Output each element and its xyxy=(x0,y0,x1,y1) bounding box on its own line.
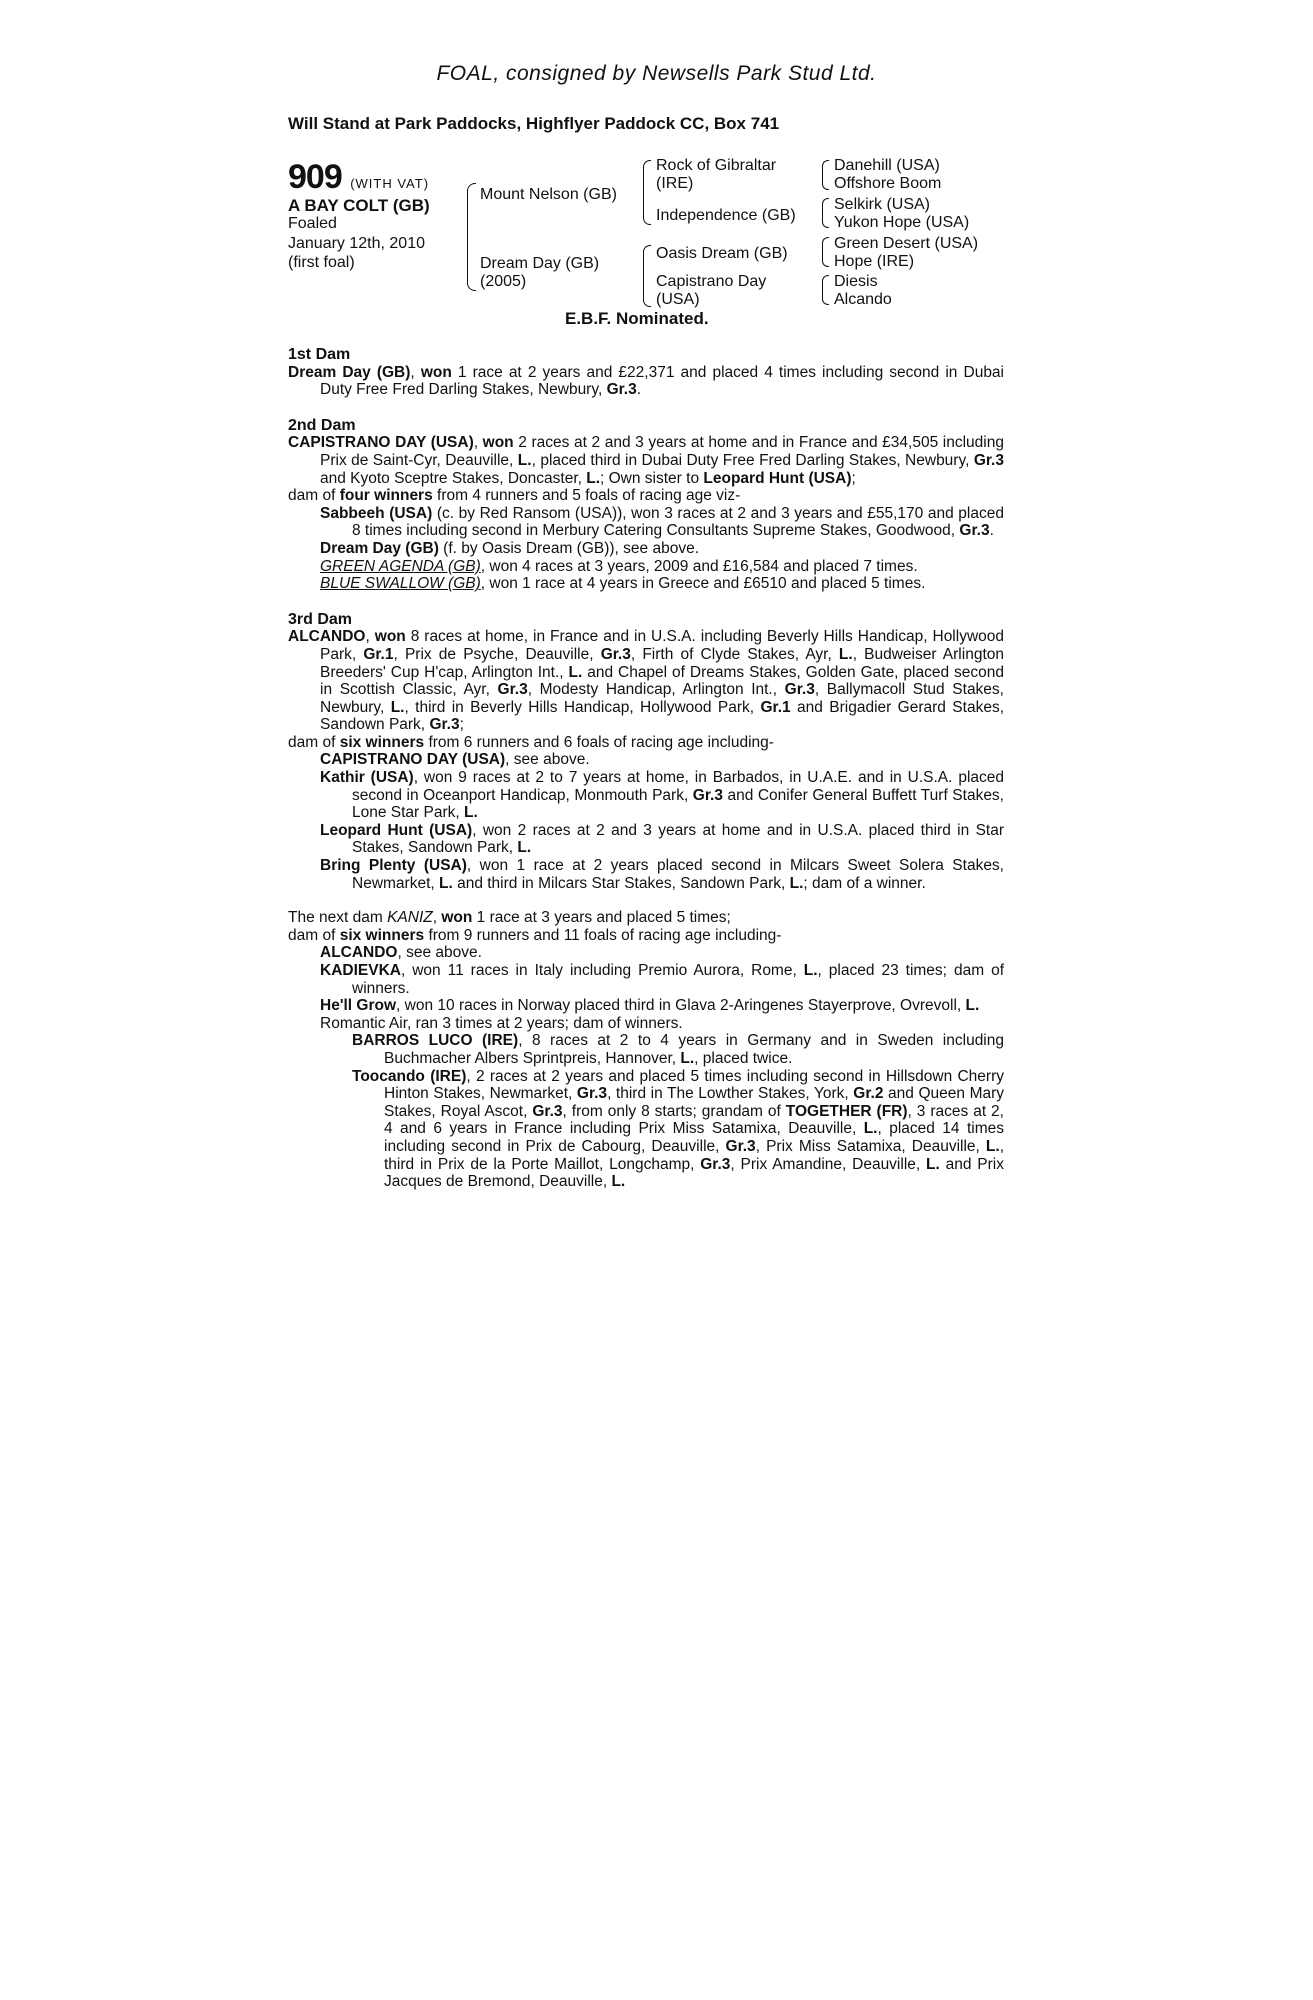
first-foal-note: (first foal) xyxy=(288,254,355,271)
second-dam-heading: 2nd Dam xyxy=(288,416,356,434)
ds-sire: Green Desert (USA) xyxy=(834,235,979,252)
dam-line-1: Dream Day (GB) xyxy=(480,255,600,272)
dd-dam: Alcando xyxy=(834,291,892,308)
race-text: , see above. xyxy=(505,751,590,769)
horse-name: GREEN AGENDA (GB) xyxy=(320,557,481,575)
won-label: won xyxy=(420,363,452,381)
race-text: (f. by Oasis Dream (GB)), see above. xyxy=(438,539,700,557)
horse-name: BARROS LUCO (IRE) xyxy=(352,1032,519,1050)
grade-label: Gr.3 xyxy=(497,681,528,699)
produce-record xyxy=(288,346,1004,1191)
grade-label: L. xyxy=(390,698,405,716)
section-gap xyxy=(288,892,1004,909)
progeny-entry xyxy=(288,769,1004,822)
race-text: , Prix de Psyche, Deauville, xyxy=(393,645,601,663)
race-text: from 9 runners and 11 foals of racing age including- xyxy=(424,926,782,944)
race-text: ; dam of a winner. xyxy=(803,874,926,892)
horse-name: ALCANDO xyxy=(320,944,398,962)
race-text: , Budweiser Arlington Breeders' Cup H'cap, Arlington Int., xyxy=(320,645,1004,681)
race-text: , won 11 races in Italy including Premio Aurora, Rome, xyxy=(400,962,804,979)
dd-sire: Diesis xyxy=(834,273,878,290)
winners-count: six winners xyxy=(339,926,425,944)
horse-name: BLUE SWALLOW (GB) xyxy=(320,575,481,593)
pedigree-brace xyxy=(643,160,651,225)
race-text: and Queen Mary Stakes, Royal Ascot, xyxy=(384,1085,1005,1120)
race-text: , Prix Miss Satamixa, Deauville, xyxy=(755,1137,986,1155)
race-text: , placed 14 times including second in Prix de Cabourg, Deauville, xyxy=(384,1120,1004,1155)
race-text: , won 10 races in Norway placed third in Glava 2-Aringenes Stayerprove, Ovrevoll, xyxy=(396,997,966,1015)
race-text: , third in Beverly Hills Handicap, Hollywood Park, xyxy=(404,698,761,716)
grade-label: Gr.3 xyxy=(576,1085,608,1103)
ebf-nomination: E.B.F. Nominated. xyxy=(565,309,709,328)
grade-label: L. xyxy=(803,962,818,979)
race-text: 8 races at home, in France and in U.S.A. including Beverly Hills Handicap, Hollywood Park, xyxy=(320,628,1004,663)
race-text: The next dam xyxy=(288,909,388,927)
race-text: 1 race at 2 years and £22,371 and placed 4 times including second in Dubai Duty Free Fred Darling Stakes, Newbury, xyxy=(320,363,1004,399)
progeny-entry xyxy=(288,962,1004,997)
horse-name: He'll Grow xyxy=(320,997,397,1015)
progeny-entry: Romantic Air, ran 3 times at 2 years; dam of winners. xyxy=(320,1014,683,1032)
foaled-date: January 12th, 2010 xyxy=(288,234,425,252)
horse-name: Sabbeeh (USA) xyxy=(320,504,433,522)
race-text: ; Own sister to xyxy=(600,469,704,487)
race-text: , Ballymacoll Stud Stakes, Newbury, xyxy=(320,681,1004,716)
horse-name: TOGETHER (FR) xyxy=(785,1102,908,1120)
dam-line-2: (2005) xyxy=(480,273,527,290)
dam-dam-line-1: Capistrano Day xyxy=(656,273,767,290)
horse-name: Kathir (USA) xyxy=(320,769,414,787)
sire-dam: Independence (GB) xyxy=(656,207,796,224)
sire-sire-line-2: (IRE) xyxy=(656,175,694,192)
grade-label: Gr.3 xyxy=(692,786,723,804)
race-text: dam of xyxy=(288,487,340,505)
grade-label: L. xyxy=(789,874,804,892)
dam-dam-line-2: (USA) xyxy=(656,291,700,308)
ss-sire: Danehill (USA) xyxy=(834,157,940,174)
grade-label: L. xyxy=(838,645,853,663)
race-text: , third in Prix de la Porte Maillot, Longchamp, xyxy=(384,1137,1004,1173)
race-text: , see above. xyxy=(397,944,482,962)
progeny-entry xyxy=(288,540,1004,558)
dam-of-line xyxy=(288,927,1004,945)
sire-sire-line-1: Rock of Gibraltar xyxy=(656,157,777,174)
race-text: , from only 8 starts; grandam of xyxy=(562,1102,786,1120)
race-text: ; xyxy=(851,469,856,487)
grade-label: L. xyxy=(965,997,980,1015)
race-text: , 8 races at 2 to 4 years in Germany and in Sweden including Buchmacher Albers Sprintpreis, Hannover, xyxy=(384,1032,1004,1067)
horse-name: CAPISTRANO DAY (USA) xyxy=(320,751,506,769)
pedigree-brace xyxy=(822,275,829,305)
grade-label: L. xyxy=(680,1049,695,1067)
grade-label: Gr.3 xyxy=(600,645,631,663)
race-text: (c. by Red Ransom (USA)), won 3 races at 2 and 3 years and £55,170 and placed 8 times including second in Merbury Catering Consultants Supreme Stakes, Goodwood, xyxy=(352,504,1004,540)
race-text: dam of xyxy=(288,733,340,751)
pedigree-brace xyxy=(822,198,829,228)
won-label: won xyxy=(482,434,514,452)
race-text: , placed third in Dubai Duty Free Fred Darling Stakes, Newbury, xyxy=(531,451,974,469)
ds-dam: Hope (IRE) xyxy=(834,253,915,270)
sd-sire: Selkirk (USA) xyxy=(834,196,931,213)
grade-label: Gr.3 xyxy=(532,1102,563,1120)
race-text: , 3 races at 2, 4 and 6 years in France including Prix Miss Satamixa, Deauville, xyxy=(384,1102,1004,1138)
horse-name: KADIEVKA xyxy=(320,962,401,979)
grade-label: L. xyxy=(926,1155,940,1173)
race-text: ; xyxy=(459,716,464,734)
ss-dam: Offshore Boom xyxy=(834,175,942,192)
dam-of-line xyxy=(288,487,1004,505)
horse-name: CAPISTRANO DAY (USA) xyxy=(288,434,474,452)
won-label: won xyxy=(374,628,406,646)
grade-label: L. xyxy=(439,874,453,892)
grade-label: Gr.1 xyxy=(363,645,394,663)
grandprogeny-entry xyxy=(288,1068,1004,1191)
progeny-entry xyxy=(288,558,1004,576)
sd-dam: Yukon Hope (USA) xyxy=(834,214,970,231)
third-dam-heading: 3rd Dam xyxy=(288,610,353,628)
grade-label: L. xyxy=(586,469,601,487)
grade-label: Gr.1 xyxy=(760,698,791,716)
race-text: and Chapel of Dreams Stakes, Golden Gate, placed second in Scottish Classic, Ayr, xyxy=(320,663,1004,699)
race-text: , Prix Amandine, Deauville, xyxy=(730,1155,927,1173)
grandprogeny-entry xyxy=(288,1032,1004,1067)
progeny-entry xyxy=(288,857,1004,892)
horse-name: Dream Day (GB) xyxy=(320,539,439,557)
grade-label: L. xyxy=(863,1120,878,1138)
grade-label: Gr.3 xyxy=(959,522,990,540)
pedigree-brace xyxy=(467,183,476,291)
race-text: and Brigadier Gerard Stakes, Sandown Park, xyxy=(320,698,1004,734)
grade-label: L. xyxy=(568,663,583,681)
pedigree-brace xyxy=(822,160,829,190)
race-text: , won 4 races at 3 years, 2009 and £16,584 and placed 7 times. xyxy=(480,557,918,575)
progeny-entry xyxy=(288,751,1004,769)
grade-label: L. xyxy=(464,804,478,822)
first-dam-heading: 1st Dam xyxy=(288,346,351,363)
progeny-entry xyxy=(288,575,1004,593)
grade-label: L. xyxy=(517,839,532,857)
race-text: , 2 races at 2 years and placed 5 times including second in Hillsdown Cherry Hinton Stakes, Newmarket, xyxy=(384,1067,1004,1103)
race-text: , third in The Lowther Stakes, York, xyxy=(607,1085,854,1103)
progeny-entry xyxy=(288,822,1004,857)
race-text: , xyxy=(432,909,442,927)
dam-of-line xyxy=(288,734,1004,752)
horse-name: Bring Plenty (USA) xyxy=(320,857,467,875)
horse-name: Toocando (IRE) xyxy=(352,1067,467,1085)
race-text: . xyxy=(636,381,642,399)
grade-label: Gr.3 xyxy=(784,681,815,699)
sire: Mount Nelson (GB) xyxy=(480,186,617,203)
race-text: , won 9 races at 2 to 7 years at home, in Barbados, in U.A.E. and in U.S.A. placed second in Oceanport Handicap, Monmouth Park, xyxy=(352,769,1005,804)
race-text: and third in Milcars Star Stakes, Sandown Park, xyxy=(452,874,790,892)
race-text: , Modesty Handicap, Arlington Int., xyxy=(527,681,785,699)
dam-sire: Oasis Dream (GB) xyxy=(656,245,788,262)
foaled-label: Foaled xyxy=(288,215,337,232)
consignor-header: FOAL, consigned by Newsells Park Stud Ltd. xyxy=(436,62,877,85)
third-dam-entry: ALCANDO, won 8 races at home, in France and in U.S.A. including Beverly Hills Handicap, Hollywood Park, Gr.1, Prix de Psyche, Deauville, Gr.3, Firth of Clyde Stakes, Ayr, L., Budweiser Arlington Breeders' Cup H'cap, Arlington Int., L. and Chapel of Dreams Stakes, Golden Gate, placed second in Scottish Classic, Ayr, Gr.3, Modesty Handicap, Arlington Int., Gr.3, Ballymacoll Stud Stakes, Newbury, L., third in Beverly Hills Handicap, Hollywood Park, Gr.1 and Brigadier Gerard Stakes, Sandown Park, Gr.3; xyxy=(288,628,1004,734)
race-text: 2 races at 2 and 3 years at home and in France and £34,505 including Prix de Saint-Cyr, Deauville, xyxy=(320,434,1004,469)
race-text: , won 2 races at 2 and 3 years at home and in U.S.A. placed third in Star Stakes, Sandown Park, xyxy=(352,821,1004,857)
grade-label: L. xyxy=(517,451,532,469)
lot-title: A BAY COLT (GB) xyxy=(288,196,430,215)
progeny-entry xyxy=(288,997,1004,1015)
horse-name: Leopard Hunt (USA) xyxy=(320,821,473,839)
foaling-info xyxy=(288,214,425,273)
grade-label: Gr.3 xyxy=(973,451,1004,469)
horse-name: ALCANDO xyxy=(288,628,366,646)
winners-count: four winners xyxy=(339,487,433,505)
lot-number-block xyxy=(288,158,429,197)
grade-label: Gr.3 xyxy=(606,381,637,399)
next-dam-entry xyxy=(288,909,1004,927)
horse-name: Dream Day (GB) xyxy=(288,363,411,381)
pedigree-brace xyxy=(643,245,651,307)
grade-label: Gr.2 xyxy=(853,1085,884,1103)
winners-count: six winners xyxy=(339,733,425,751)
race-text: , placed 23 times; dam of winners. xyxy=(352,962,1004,997)
race-text: , won 1 race at 2 years placed second in Milcars Sweet Solera Stakes, Newmarket, xyxy=(352,857,1004,892)
grade-label: L. xyxy=(611,1173,626,1191)
won-label: won xyxy=(441,909,473,927)
race-text: dam of xyxy=(288,926,340,944)
horse-name: KANIZ xyxy=(387,909,433,927)
race-text: and Conifer General Buffett Turf Stakes, Lone Star Park, xyxy=(352,786,1004,822)
lot-number: 909 xyxy=(288,158,342,196)
race-text: from 4 runners and 5 foals of racing age viz- xyxy=(432,487,741,505)
race-text: and Kyoto Sceptre Stakes, Doncaster, xyxy=(320,469,587,487)
race-text: and Prix Jacques de Bremond, Deauville, xyxy=(384,1155,1004,1191)
progeny-entry: Sabbeeh (USA) (c. by Red Ransom (USA)), won 3 races at 2 and 3 years and £55,170 and placed 8 times including second in Merbury Catering Consultants Supreme Stakes, Goodwood, Gr.3. xyxy=(320,504,1004,540)
progeny-entry xyxy=(288,944,1004,962)
second-dam-entry: CAPISTRANO DAY (USA), won 2 races at 2 and 3 years at home and in France and £34,505 including Prix de Saint-Cyr, Deauville, L., placed third in Dubai Duty Free Fred Darling Stakes, Newbury, Gr.3 and Kyoto Sceptre Stakes, Doncaster, L.; Own sister to Leopard Hunt (USA); xyxy=(288,434,1004,487)
grade-label: Gr.3 xyxy=(725,1137,756,1155)
race-text: , won 1 race at 4 years in Greece and £6510 and placed 5 times. xyxy=(480,575,926,593)
stand-location: Will Stand at Park Paddocks, Highflyer Paddock CC, Box 741 xyxy=(288,114,780,133)
first-dam-entry: Dream Day (GB), won 1 race at 2 years and £22,371 and placed 4 times including second in Dubai Duty Free Fred Darling Stakes, Newbury, Gr.3. xyxy=(288,363,1004,399)
race-text: , Firth of Clyde Stakes, Ayr, xyxy=(630,645,839,663)
grade-label: L. xyxy=(985,1137,1000,1155)
race-text: , placed twice. xyxy=(694,1049,793,1067)
horse-name: Leopard Hunt (USA) xyxy=(703,469,852,487)
grade-label: Gr.3 xyxy=(429,716,460,734)
pedigree-brace xyxy=(822,237,829,267)
race-text: from 6 runners and 6 foals of racing age including- xyxy=(424,733,774,751)
race-text: 1 race at 3 years and placed 5 times; xyxy=(472,909,731,927)
vat-note: (WITH VAT) xyxy=(350,176,430,191)
grade-label: Gr.3 xyxy=(700,1155,731,1173)
